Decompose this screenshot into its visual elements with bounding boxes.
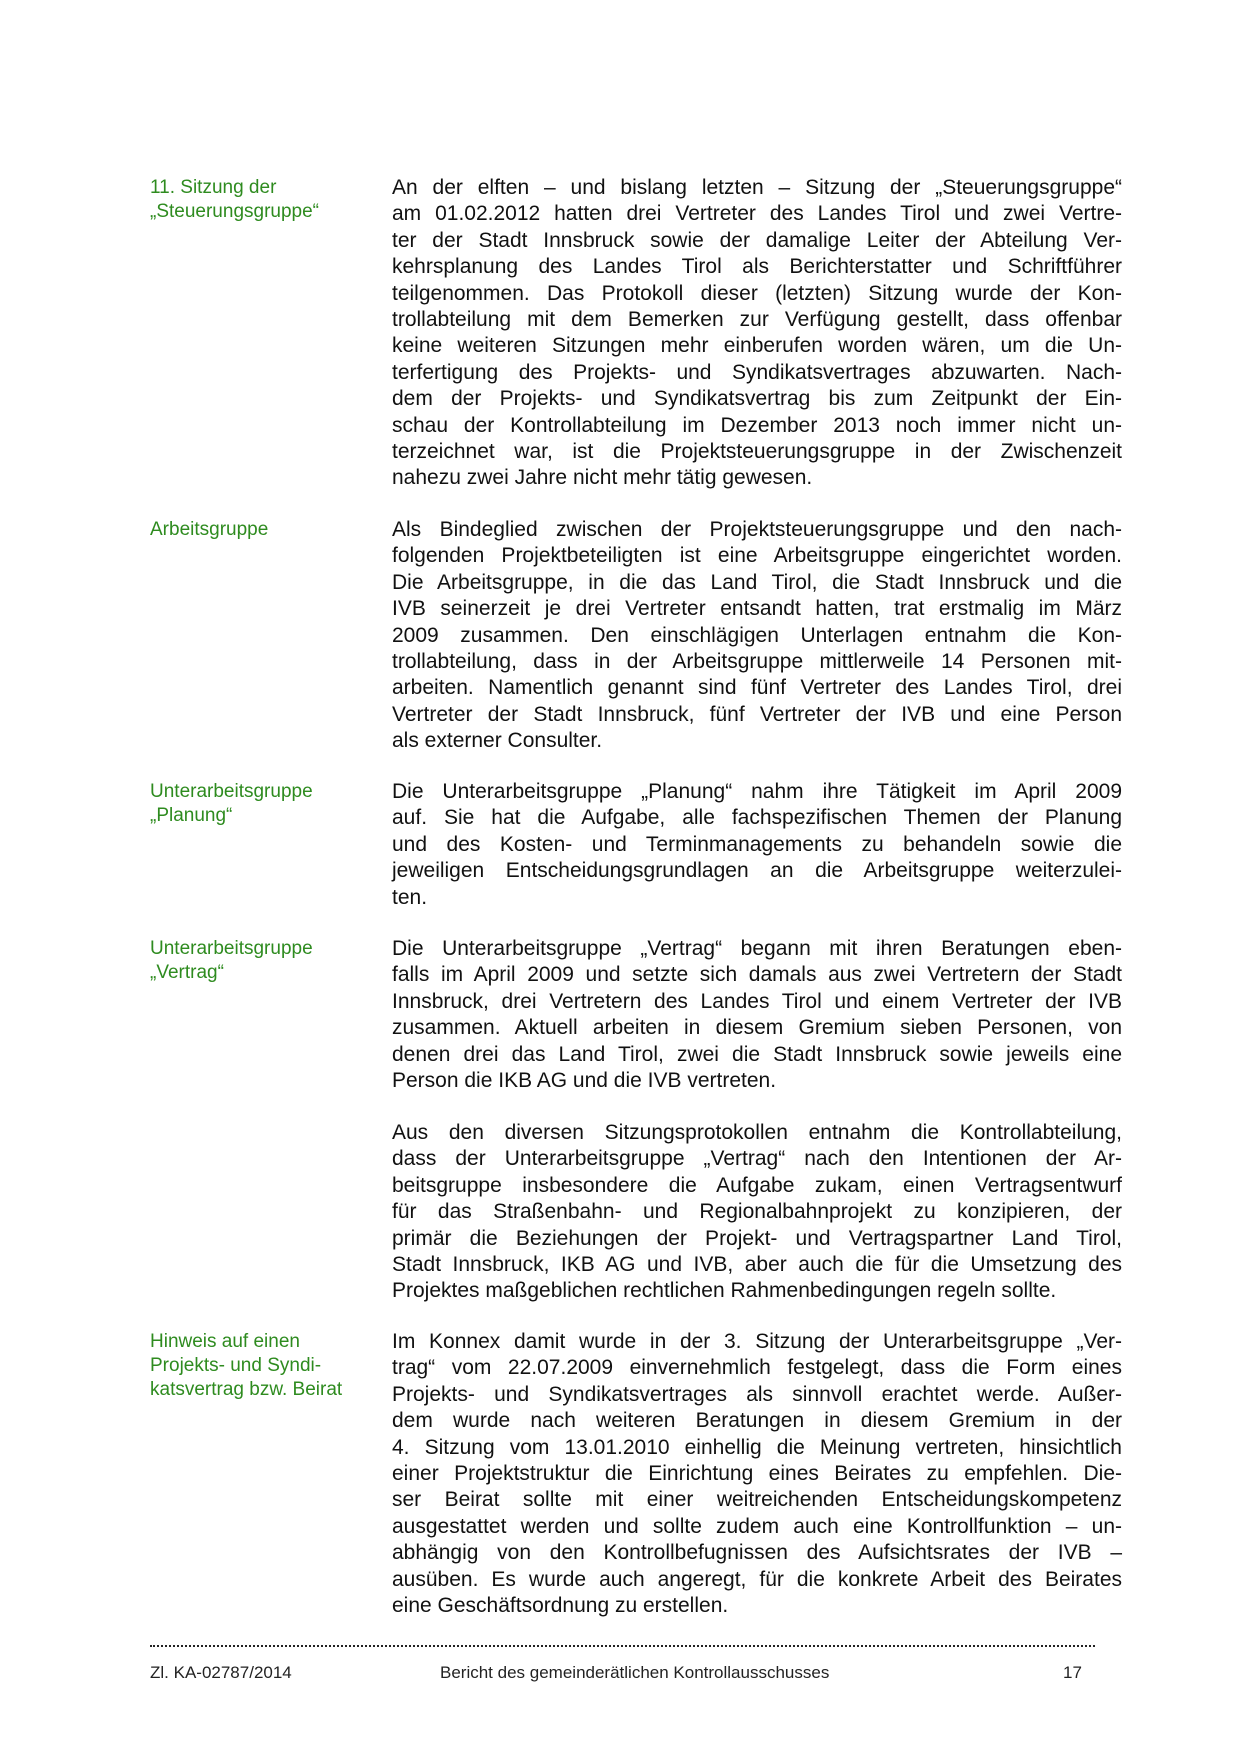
section-paragraph-vertrag xyxy=(392,936,1122,1094)
section-paragraph-planung xyxy=(392,779,1122,911)
footer-divider xyxy=(150,1645,1095,1647)
text-line: dem wurde nach weiteren Beratungen in diesem Gremium in der xyxy=(392,1409,1122,1433)
text-line: eine Geschäftsordnung zu erstellen. xyxy=(392,1594,729,1618)
text-line: Stadt Innsbruck, IKB AG und IVB, aber auch die für die Umsetzung des xyxy=(392,1253,1122,1277)
text-line: auf. Sie hat die Aufgabe, alle fachspezifischen Themen der Planung xyxy=(392,806,1122,830)
text-line: trag“ vom 22.07.2009 einvernehmlich festgelegt, dass die Form eines xyxy=(392,1356,1122,1380)
text-line: dass der Unterarbeitsgruppe „Vertrag“ nach den Intentionen der Ar- xyxy=(392,1147,1122,1171)
text-line: ser Beirat sollte mit einer weitreichenden Entscheidungskompetenz xyxy=(392,1488,1122,1512)
text-line: Als Bindeglied zwischen der Projektsteuerungsgruppe und den nach- xyxy=(392,518,1122,541)
text-line: primär die Beziehungen der Projekt- und Vertragspartner Land Tirol, xyxy=(392,1226,1122,1250)
section-label-arbeitsgruppe: Arbeitsgruppe xyxy=(150,519,269,540)
text-line: Die Unterarbeitsgruppe „Vertrag“ begann mit ihren Beratungen eben- xyxy=(392,937,1122,960)
text-line: Die Unterarbeitsgruppe „Planung“ nahm ihre Tätigkeit im April 2009 xyxy=(392,780,1122,803)
text-line: am 01.02.2012 hatten drei Vertreter des Landes Tirol und zwei Vertre- xyxy=(392,202,1122,226)
text-line: dem der Projekts- und Syndikatsvertrag bis zum Zeitpunkt der Ein- xyxy=(392,387,1122,411)
section-paragraph-sitzung xyxy=(392,175,1122,492)
text-line: einer Projektstruktur die Einrichtung eines Beirates zu empfehlen. Die- xyxy=(392,1462,1122,1486)
text-line: nahezu zwei Jahre nicht mehr tätig gewesen. xyxy=(392,466,813,490)
section-label-sitzung: 11. Sitzung der „Steuerungsgruppe“ xyxy=(150,177,319,222)
text-line: keine weiteren Sitzungen mehr einberufen worden wären, um die Un- xyxy=(392,334,1122,358)
text-line: falls im April 2009 und setzte sich damals aus zwei Vertretern der Stadt xyxy=(392,963,1122,987)
section-paragraph-beirat xyxy=(392,1329,1122,1619)
text-line: für das Straßenbahn- und Regionalbahnprojekt zu konzipieren, der xyxy=(392,1200,1122,1224)
text-line: schau der Kontrollabteilung im Dezember 2013 noch immer nicht un- xyxy=(392,413,1122,437)
text-line: Projektes maßgeblichen rechtlichen Rahmenbedingungen regeln sollte. xyxy=(392,1279,1057,1303)
text-line: Aus den diversen Sitzungsprotokollen entnahm die Kontrollabteilung, xyxy=(392,1121,1122,1144)
section-paragraph-arbeitsgruppe xyxy=(392,517,1122,755)
text-line: ter der Stadt Innsbruck sowie der damalige Leiter der Abteilung Ver- xyxy=(392,228,1122,252)
section-paragraph-vertrag-continued xyxy=(392,1120,1122,1305)
text-line: ten. xyxy=(392,885,428,909)
text-line: ausgestattet werden und sollte zudem auch eine Kontrollfunktion – un- xyxy=(392,1514,1122,1538)
text-line: Die Arbeitsgruppe, in die das Land Tirol, die Stadt Innsbruck und die xyxy=(392,570,1122,594)
text-line: folgenden Projektbeteiligten ist eine Arbeitsgruppe eingerichtet worden. xyxy=(392,544,1122,568)
text-line: zusammen. Aktuell arbeiten in diesem Gremium sieben Personen, von xyxy=(392,1016,1122,1040)
text-line: trollabteilung mit dem Bemerken zur Verfügung gestellt, dass offenbar xyxy=(392,308,1122,332)
text-line: Projekts- und Syndikatsvertrages als sinnvoll erachtet werde. Außer- xyxy=(392,1382,1122,1406)
text-line: Person die IKB AG und die IVB vertreten. xyxy=(392,1069,777,1093)
text-line: Vertreter der Stadt Innsbruck, fünf Vertreter der IVB und eine Person xyxy=(392,702,1122,726)
text-line: beitsgruppe insbesondere die Aufgabe zukam, einen Vertragsentwurf xyxy=(392,1173,1122,1197)
text-line: abhängig von den Kontrollbefugnissen des Aufsichtsrates der IVB – xyxy=(392,1541,1122,1565)
footer-page-number: 17 xyxy=(1063,1663,1082,1682)
text-line: und des Kosten- und Terminmanagements zu behandeln sowie die xyxy=(392,832,1122,856)
text-line: als externer Consulter. xyxy=(392,729,603,753)
text-line: IVB seinerzeit je drei Vertreter entsandt hatten, trat erstmalig im März xyxy=(392,597,1122,621)
footer-title: Bericht des gemeinderätlichen Kontrollausschusses xyxy=(440,1663,830,1682)
section-label-beirat: Hinweis auf einen Projekts- und Syndi- katsvertrag bzw. Beirat xyxy=(150,1331,343,1400)
text-line: jeweiligen Entscheidungsgrundlagen an die Arbeitsgruppe weiterzulei- xyxy=(392,859,1122,883)
text-line: teilgenommen. Das Protokoll dieser (letzten) Sitzung wurde der Kon- xyxy=(392,281,1122,305)
text-line: Im Konnex damit wurde in der 3. Sitzung der Unterarbeitsgruppe „Ver- xyxy=(392,1330,1122,1353)
text-line: denen drei das Land Tirol, zwei die Stadt Innsbruck sowie jeweils eine xyxy=(392,1042,1122,1066)
text-line: Innsbruck, drei Vertretern des Landes Tirol und einem Vertreter der IVB xyxy=(392,989,1122,1013)
section-label-vertrag: Unterarbeitsgruppe „Vertrag“ xyxy=(150,938,313,983)
text-line: terfertigung des Projekts- und Syndikatsvertrages abzuwarten. Nach- xyxy=(392,360,1122,384)
text-line: 4. Sitzung vom 13.01.2010 einhellig die Meinung vertreten, hinsichtlich xyxy=(392,1435,1122,1459)
text-line: ausüben. Es wurde auch angeregt, für die konkrete Arbeit des Beirates xyxy=(392,1567,1122,1591)
text-line: 2009 zusammen. Den einschlägigen Unterlagen entnahm die Kon- xyxy=(392,623,1122,647)
text-line: An der elften – und bislang letzten – Sitzung der „Steuerungsgruppe“ xyxy=(392,176,1122,199)
section-label-planung: Unterarbeitsgruppe „Planung“ xyxy=(150,781,313,826)
footer-reference: Zl. KA-02787/2014 xyxy=(150,1663,292,1682)
text-line: terzeichnet war, ist die Projektsteuerungsgruppe in der Zwischenzeit xyxy=(392,440,1122,464)
text-line: arbeiten. Namentlich genannt sind fünf Vertreter des Landes Tirol, drei xyxy=(392,676,1122,700)
text-line: kehrsplanung des Landes Tirol als Berichterstatter und Schriftführer xyxy=(392,255,1122,279)
text-line: trollabteilung, dass in der Arbeitsgruppe mittlerweile 14 Personen mit- xyxy=(392,650,1122,674)
